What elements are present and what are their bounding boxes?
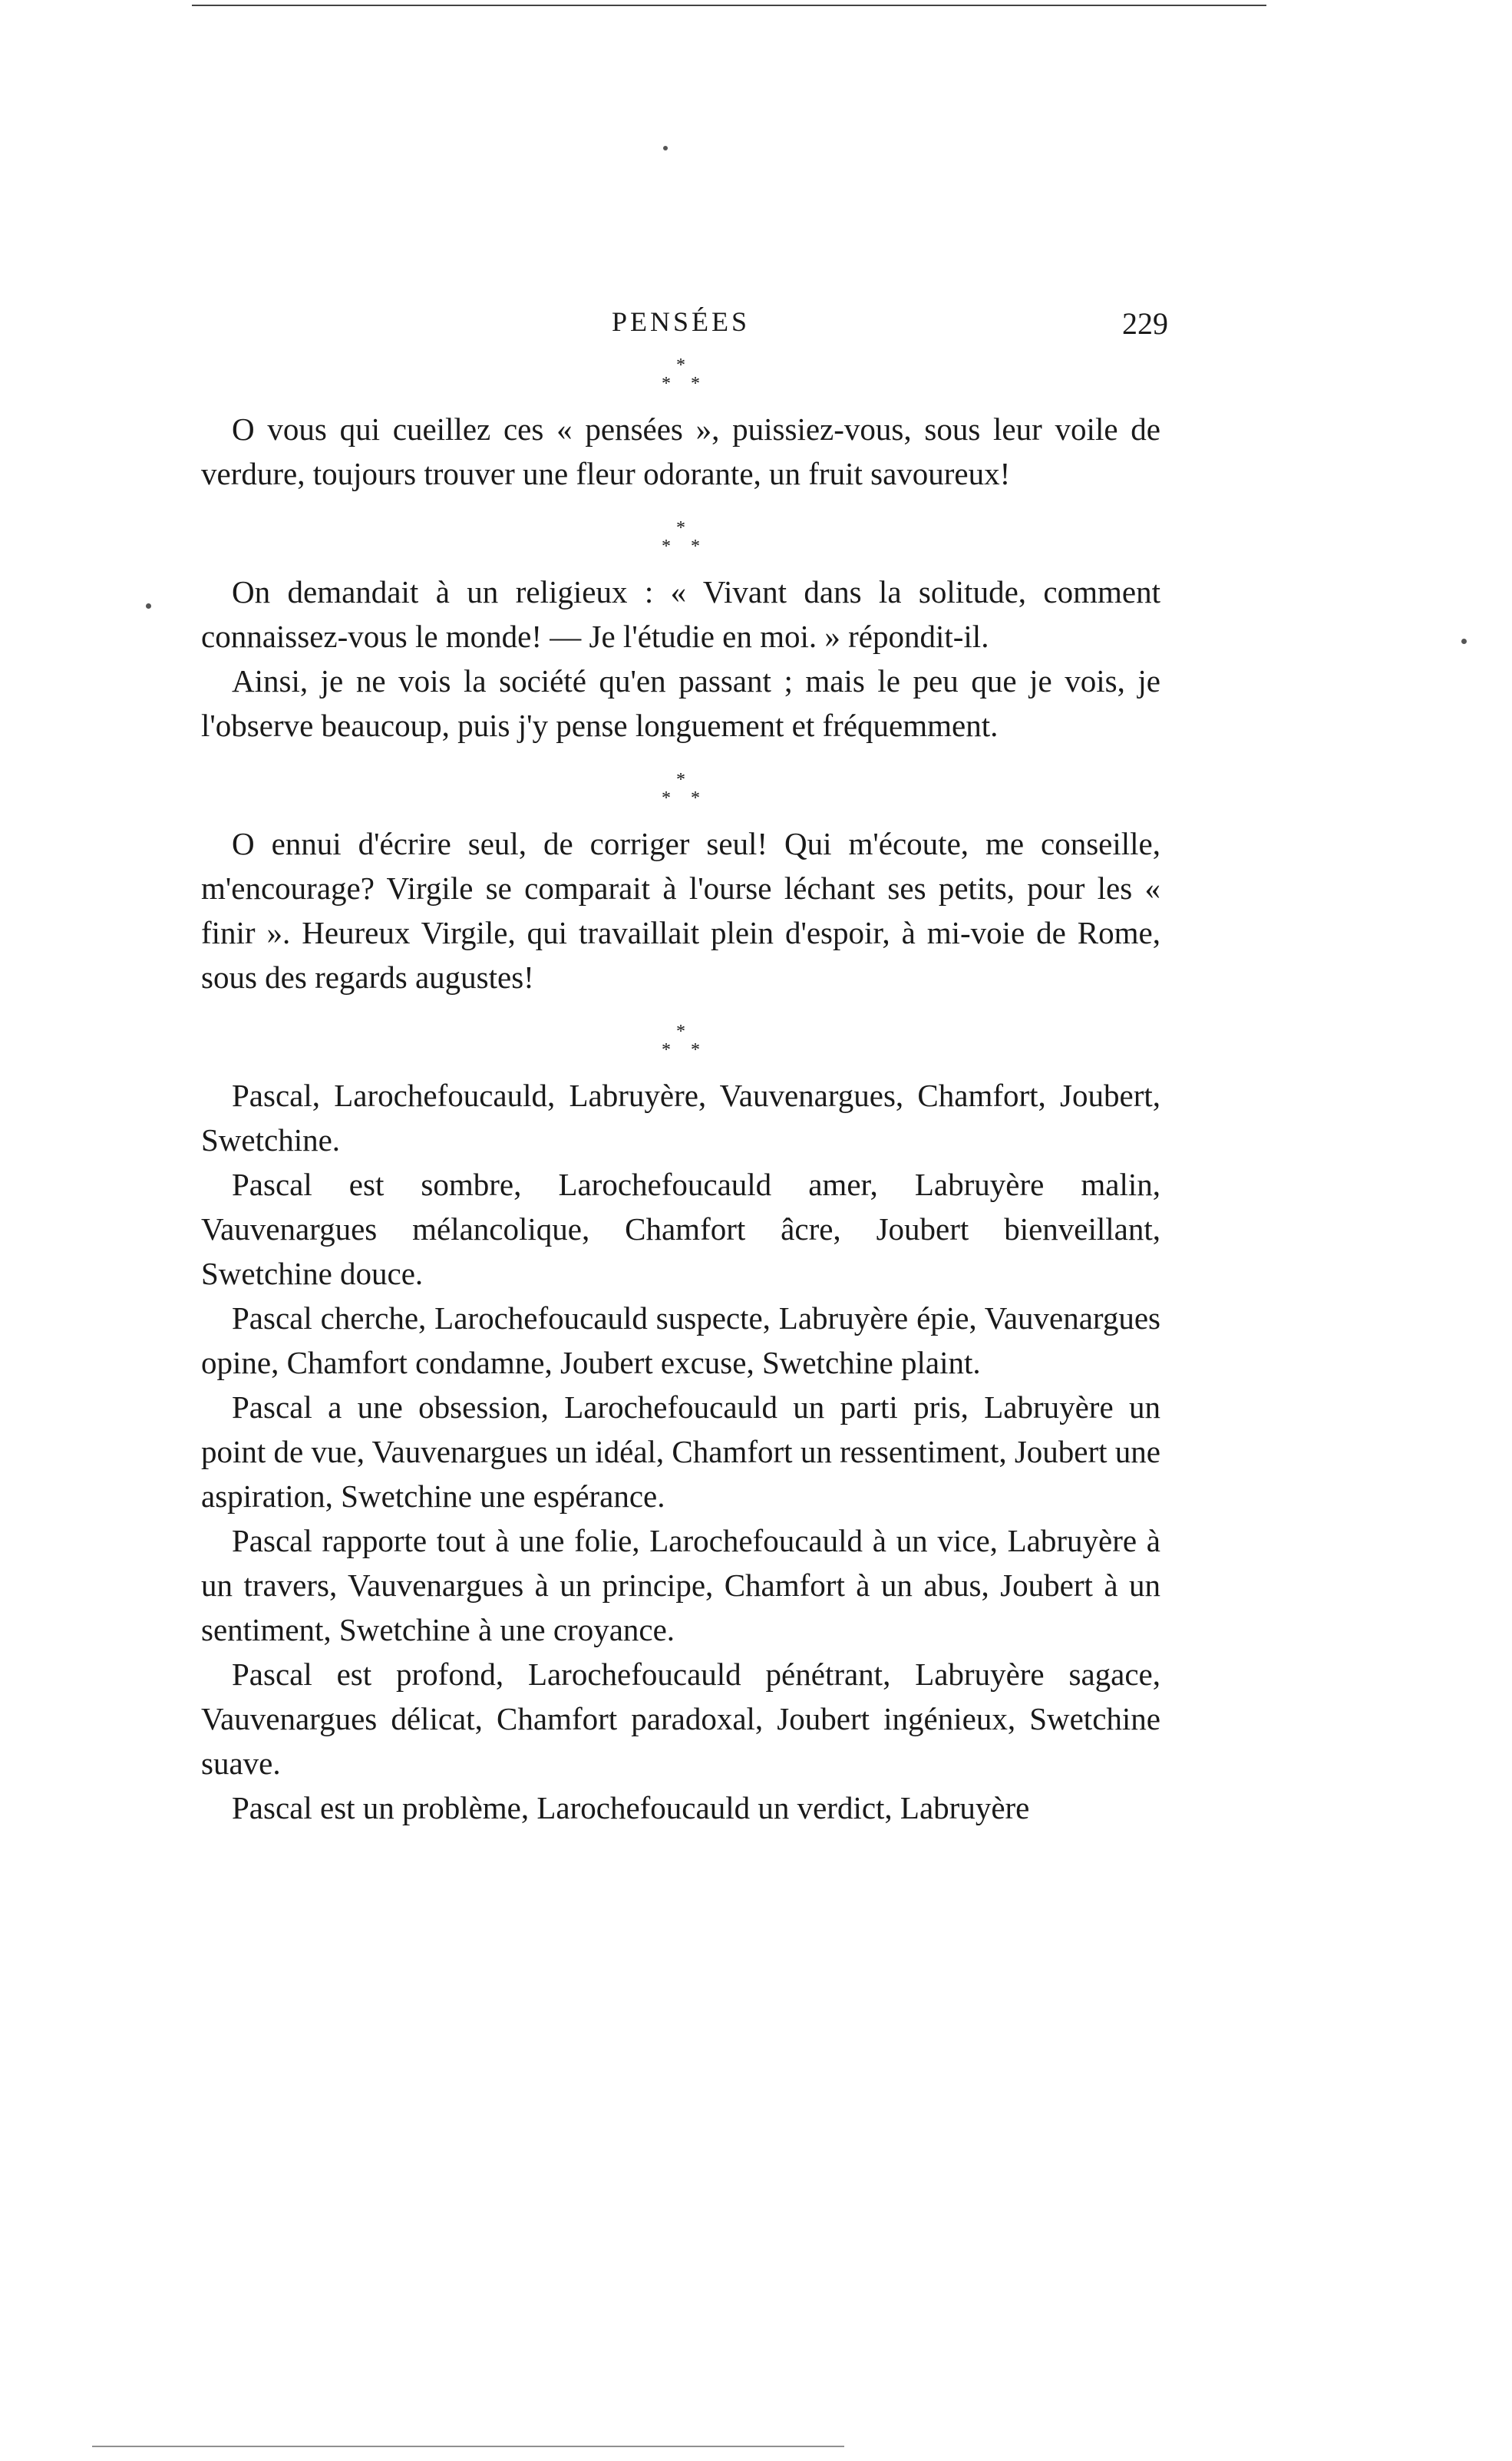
- paragraph: On demandait à un religieux : « Vivant dans la solitude, comment connaissez-vous le monde! — Je l'étudie en moi. » répondit-il.: [201, 574, 1160, 654]
- paragraph: Pascal rapporte tout à une folie, Larochefoucauld à un vice, Labruyère à un travers, Vauvenargues à un principe, Chamfort à un abus, Joubert à un sentiment, Swetchine à une croyance.: [201, 1523, 1160, 1647]
- asterism-top: *: [676, 770, 685, 790]
- asterism-separator: [201, 1022, 1160, 1059]
- asterism-top: *: [676, 355, 685, 375]
- paragraph: Pascal est un problème, Larochefoucauld un verdict, Labruyère: [232, 1790, 1030, 1825]
- scan-speck: [663, 146, 668, 150]
- paragraph: Pascal cherche, Larochefoucauld suspecte, Labruyère épie, Vauvenargues opine, Chamfort condamne, Joubert excuse, Swetchine plaint.: [201, 1300, 1160, 1380]
- pensee-section: [201, 570, 1160, 748]
- paragraph: O vous qui cueillez ces « pensées », puissiez-vous, sous leur voile de verdure, toujours trouver une fleur odorante, un fruit savoureux!: [201, 411, 1160, 491]
- asterism-bottom: * *: [662, 374, 708, 394]
- asterism-separator: [201, 356, 1160, 393]
- asterism-bottom: * *: [662, 788, 708, 808]
- asterism-top: *: [676, 518, 685, 538]
- page-number: 229: [1122, 306, 1168, 341]
- asterism-separator: [201, 519, 1160, 556]
- paragraph: Ainsi, je ne vois la société qu'en passant ; mais le peu que je vois, je l'observe beaucoup, puis j'y pense longuement et fréquemment.: [201, 663, 1160, 743]
- scan-edge-bottom: [92, 2446, 844, 2447]
- paragraph: Pascal est profond, Larochefoucauld pénétrant, Labruyère sagace, Vauvenargues délicat, Chamfort paradoxal, Joubert ingénieux, Swetchine suave.: [201, 1657, 1160, 1781]
- paragraph: Pascal est sombre, Larochefoucauld amer, Labruyère malin, Vauvenargues mélancolique, Chamfort âcre, Joubert bienveillant, Swetchine douce.: [201, 1167, 1160, 1291]
- running-head: [201, 292, 1168, 345]
- pensee-section: [201, 407, 1160, 496]
- paragraph: Pascal, Larochefoucauld, Labruyère, Vauvenargues, Chamfort, Joubert, Swetchine.: [201, 1078, 1160, 1158]
- scan-speck: [146, 603, 151, 609]
- asterism-bottom: * *: [662, 537, 708, 557]
- pensee-section: [201, 1073, 1160, 1830]
- pensee-section: [201, 821, 1160, 999]
- asterism-top: *: [676, 1022, 685, 1042]
- scan-edge-top: [192, 5, 1266, 6]
- paragraph: Pascal a une obsession, Larochefoucauld un parti pris, Labruyère un point de vue, Vauvenargues un idéal, Chamfort un ressentiment, Joubert une aspiration, Swetchine une espérance.: [201, 1389, 1160, 1514]
- book-page: [201, 292, 1168, 1830]
- scan-speck: [1461, 639, 1467, 644]
- asterism-separator: [201, 771, 1160, 808]
- asterism-bottom: * *: [662, 1040, 708, 1060]
- paragraph: O ennui d'écrire seul, de corriger seul! Qui m'écoute, me conseille, m'encourage? Virgile se comparait à l'ourse léchant ses petits, pour les « finir ». Heureux Virgile, qui travaillait plein d'espoir, à mi-voie de Rome, sous des regards augustes!: [201, 826, 1160, 995]
- page-title: PENSÉES: [611, 306, 751, 337]
